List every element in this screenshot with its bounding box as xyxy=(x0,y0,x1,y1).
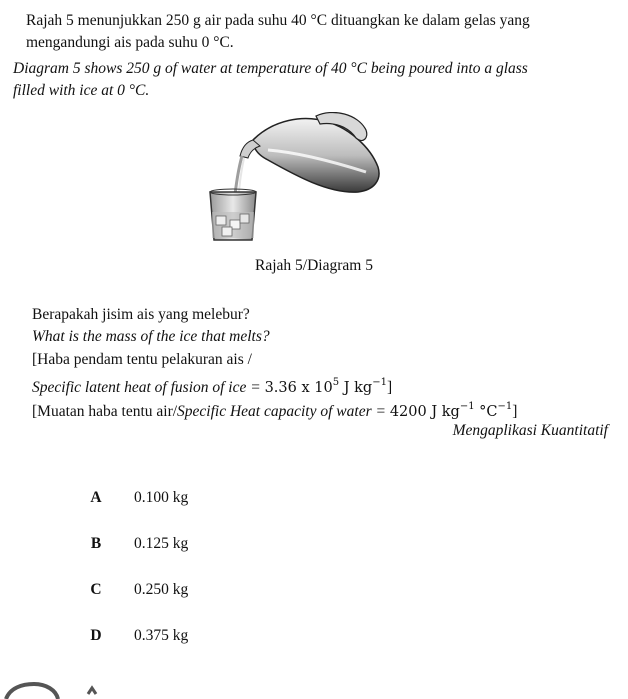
option-letter: D xyxy=(90,627,102,644)
question-english: What is the mass of the ice that melts? xyxy=(32,328,270,345)
heat-capacity-malay: [Muatan haba tentu air/ xyxy=(32,403,178,420)
heat-capacity-value: 4200 J kg xyxy=(389,404,460,420)
option-value: 0.125 kg xyxy=(134,535,189,552)
intro-malay-line-1: Rajah 5 menunjukkan 250 g air pada suhu 40 °C dituangkan ke dalam gelas yang xyxy=(26,12,530,29)
water-pouring-into-glass-icon xyxy=(198,112,388,252)
option-value: 0.250 kg xyxy=(134,581,189,598)
heat-capacity-label: Specific Heat capacity of water = xyxy=(177,403,390,420)
latent-heat-malay: [Haba pendam tentu pelakuran ais / xyxy=(32,351,252,368)
option-letter: A xyxy=(90,489,102,506)
partial-circle-icon xyxy=(0,672,110,699)
option-c[interactable] xyxy=(0,578,628,602)
latent-heat-exponent: 5 xyxy=(332,377,340,388)
option-value: 0.100 kg xyxy=(134,489,189,506)
heat-capacity-degree: °C xyxy=(474,404,498,420)
heat-capacity-close: ] xyxy=(512,403,518,420)
heat-capacity-line xyxy=(32,397,517,422)
latent-heat-label: Specific latent heat of fusion of ice = xyxy=(32,379,265,396)
question-malay: Berapakah jisim ais yang melebur? xyxy=(32,306,250,323)
option-letter: B xyxy=(90,535,102,552)
latent-heat-value: 3.36 x 10 xyxy=(264,380,333,396)
option-b[interactable] xyxy=(0,532,628,556)
intro-malay-line-2: mengandungi ais pada suhu 0 °C. xyxy=(26,34,234,51)
option-a[interactable] xyxy=(0,486,628,510)
heat-capacity-exponent-2: −1 xyxy=(497,401,513,412)
option-d[interactable] xyxy=(0,624,628,648)
latent-heat-english xyxy=(32,373,392,398)
heat-capacity-exponent-1: −1 xyxy=(459,401,475,412)
diagram-caption: Rajah 5/Diagram 5 xyxy=(255,257,373,274)
latent-heat-close: ] xyxy=(386,379,393,396)
latent-heat-unit: J kg xyxy=(339,380,373,396)
latent-heat-unit-exponent: −1 xyxy=(372,377,387,388)
intro-english-line-1: Diagram 5 shows 250 g of water at temperature of 40 °C being poured into a glass xyxy=(13,60,528,77)
intro-english-line-2: filled with ice at 0 °C. xyxy=(13,82,150,99)
skill-tag: Mengaplikasi Kuantitatif xyxy=(452,422,608,439)
option-letter: C xyxy=(90,581,102,598)
option-value: 0.375 kg xyxy=(134,627,189,644)
